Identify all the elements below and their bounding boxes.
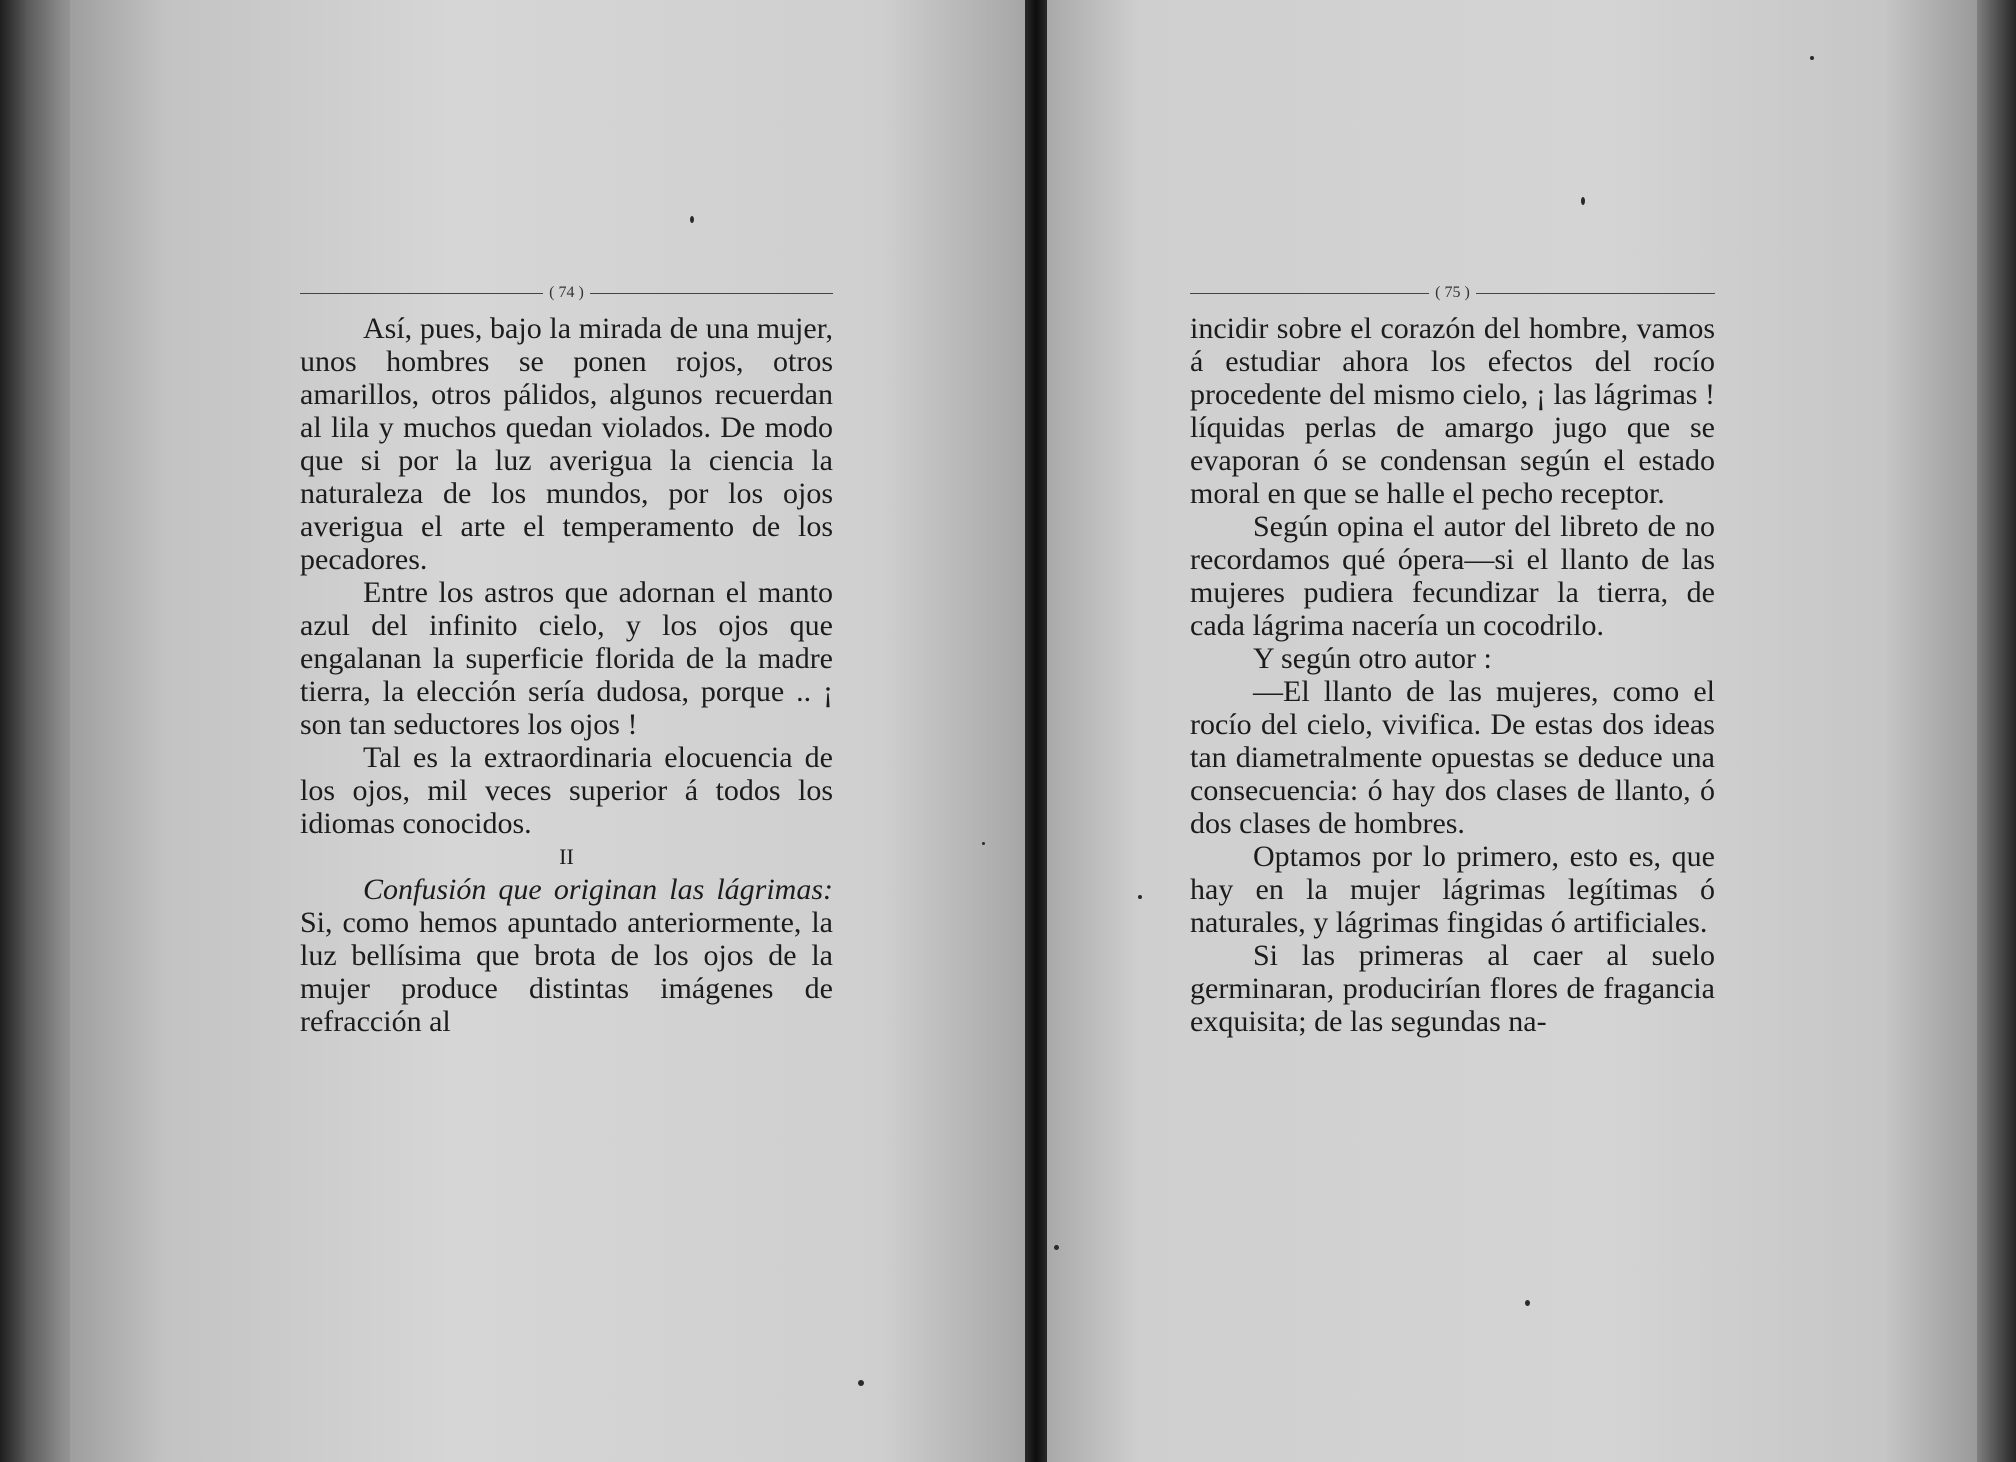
paper-speck <box>1810 56 1814 60</box>
paper-speck <box>1054 1245 1059 1250</box>
book-edge-right <box>1977 0 2016 1462</box>
paragraph: —El llanto de las mujeres, como el rocío del cielo, vivifica. De estas dos ideas tan diametralmente opuestas se deduce una consecuencia: ó hay dos clases de llanto, ó dos clases de hombres. <box>1190 675 1715 840</box>
left-page-text <box>300 312 833 1038</box>
running-head-rule <box>300 293 543 294</box>
running-head-rule <box>590 293 833 294</box>
paragraph: Entre los astros que adornan el manto azul del infinito cielo, y los ojos que engalanan la superficie florida de la madre tierra, la elección sería dudosa, porque .. ¡ son tan seductores los ojos ! <box>300 576 833 741</box>
paragraph: Optamos por lo primero, esto es, que hay en la mujer lágrimas legítimas ó naturales, y lágrimas fingidas ó artificiales. <box>1190 840 1715 939</box>
paragraph: Así, pues, bajo la mirada de una mujer, unos hombres se ponen rojos, otros amarillos, otros pálidos, algunos recuerdan al lila y muchos quedan violados. De modo que si por la luz averigua la ciencia la naturaleza de los mundos, por los ojos averigua el arte el temperamento de los pecadores. <box>300 312 833 576</box>
paragraph: Tal es la extraordinaria elocuencia de los ojos, mil veces superior á todos los idiomas conocidos. <box>300 741 833 840</box>
paragraph: Si las primeras al caer al suelo germinaran, producirían flores de fragancia exquisita; de las segundas na- <box>1190 939 1715 1038</box>
right-page-text <box>1190 312 1715 1038</box>
section-number: II <box>559 844 574 869</box>
paper-speck <box>1138 895 1142 899</box>
section-paragraph <box>300 873 833 1038</box>
paragraph: incidir sobre el corazón del hombre, vamos á estudiar ahora los efectos del rocío procedente del mismo cielo, ¡ las lágrimas ! líquidas perlas de amargo jugo que se evaporan ó se condensan según el estado moral en que se halle el pecho receptor. <box>1190 312 1715 510</box>
book-gutter <box>1025 0 1047 1462</box>
section-text: Si, como hemos apuntado anteriormente, la luz bellísima que brota de los ojos de la mujer produce distintas imágenes de refracción al <box>300 906 833 1038</box>
paragraph: Y según otro autor : <box>1253 642 1492 675</box>
paper-speck <box>982 842 985 845</box>
left-running-head <box>300 284 833 302</box>
right-page-number: ( 75 ) <box>1435 284 1470 301</box>
paper-speck <box>858 1380 864 1386</box>
left-page-number: ( 74 ) <box>549 284 584 301</box>
paper-speck <box>690 216 694 223</box>
section-heading: Confusión que originan las lágrimas: <box>363 873 833 906</box>
running-head-rule <box>1476 293 1715 294</box>
paper-speck <box>1525 1300 1530 1306</box>
running-head-rule <box>1190 293 1429 294</box>
right-running-head <box>1190 284 1715 302</box>
paper-speck <box>1581 197 1585 205</box>
paragraph: Según opina el autor del libreto de no recordamos qué ópera—si el llanto de las mujeres pudiera fecundizar la tierra, de cada lágrima nacería un cocodrilo. <box>1190 510 1715 642</box>
